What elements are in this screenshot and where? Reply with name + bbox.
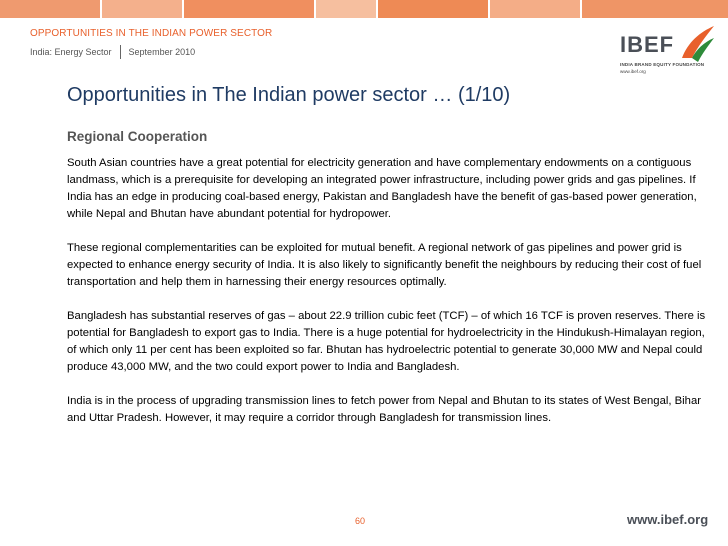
top-bar-segment	[102, 0, 182, 18]
logo-url: www.ibef.org	[620, 69, 646, 74]
paragraph: India is in the process of upgrading transmission lines to fetch power from Nepal and Bhutan to its states of West Bengal, Bihar and Uttar Pradesh. However, it may require a corridor through Bangladesh for transmission lines.	[67, 395, 702, 424]
page-number: 60	[355, 516, 366, 526]
logo-text: IBEF	[620, 32, 675, 57]
top-bar-segment	[490, 0, 580, 18]
header-subtitle	[30, 45, 195, 59]
header-date: September 2010	[128, 47, 196, 57]
page-title: Opportunities in The Indian power sector … (1/10)	[67, 84, 511, 106]
footer-url: www.ibef.org	[627, 512, 709, 527]
paragraph: South Asian countries have a great potential for electricity generation and have complementary endowments on a contiguous landmass, which is a prerequisite for developing an integrated power infrastructure, including power grids and gas pipelines. If India has an edge in producing coal-based energy, Pakistan and Bangladesh have the benefit of gas-based power generation, while Nepal and Bhutan have abundant potential for hydropower.	[67, 157, 697, 220]
body-text	[67, 155, 707, 444]
header-divider	[120, 45, 121, 59]
top-decorative-bar	[0, 0, 728, 18]
paragraph: These regional complementarities can be exploited for mutual benefit. A regional network of gas pipelines and power grid is expected to enhance energy security of India. It is also likely to significantly benefit the neighbours by reducing their cost of fuel transportation and help them in harnessing their energy resources optimally.	[67, 242, 702, 288]
header-title: OPPORTUNITIES IN THE INDIAN POWER SECTOR	[30, 28, 273, 39]
logo-tagline: INDIA BRAND EQUITY FOUNDATION	[620, 62, 705, 67]
top-bar-segment	[184, 0, 314, 18]
ibef-logo	[612, 24, 718, 76]
top-bar-segment	[582, 0, 728, 18]
ibef-bird-logo-icon	[678, 24, 718, 64]
header-sector: India: Energy Sector	[30, 47, 112, 57]
paragraph: Bangladesh has substantial reserves of gas – about 22.9 trillion cubic feet (TCF) – of which 16 TCF is proven reserves. There is potential for Bangladesh to export gas to India. There is a huge potential for hydroelectricity in the Hindukush-Himalayan region, of which only 11 per cent has been exploited so far. Bhutan has hydroelectric potential to generate 30,000 MW and Nepal could produce 43,000 MW, and the two could export power to India and Bangladesh.	[67, 310, 706, 373]
section-subtitle: Regional Cooperation	[67, 129, 208, 144]
top-bar-segment	[378, 0, 488, 18]
top-bar-segment	[0, 0, 100, 18]
top-bar-segment	[316, 0, 376, 18]
